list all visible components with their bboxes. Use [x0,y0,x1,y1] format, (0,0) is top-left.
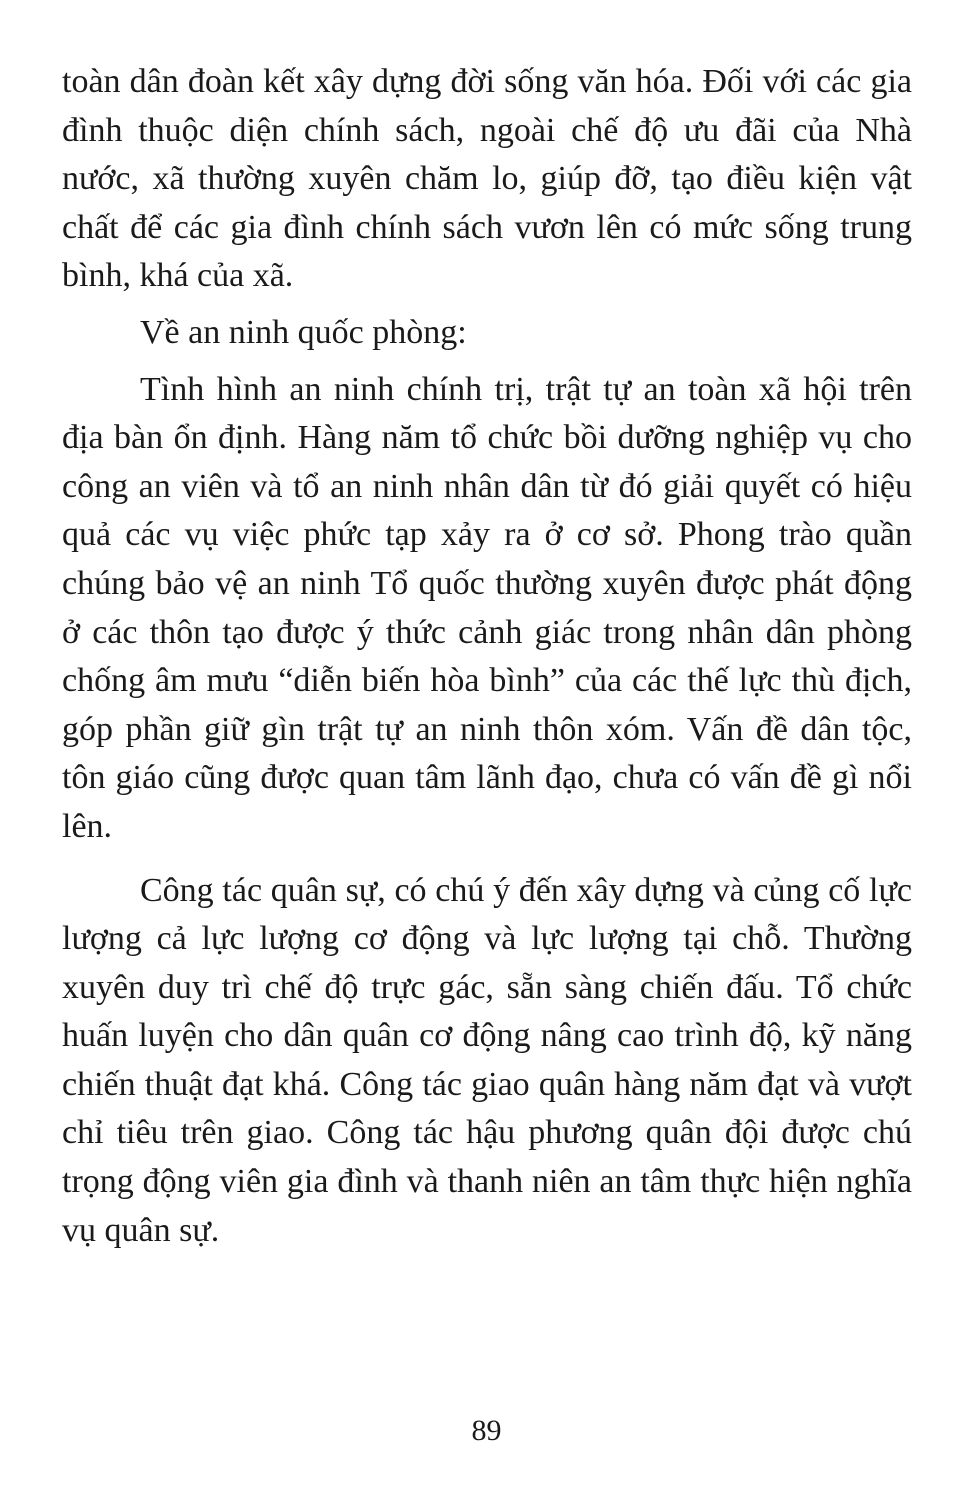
page-number: 89 [471,1414,502,1447]
paragraph-heading-security-defense: Về an ninh quốc phòng: [140,313,467,351]
paragraph-continuation: toàn dân đoàn kết xây dựng đời sống văn hóa. Đối với các gia đình thuộc diện chính sách, ngoài chế độ ưu đãi của Nhà nước, xã thường xuyên chăm lo, giúp đỡ, tạo điều kiện vật chất để các gia đình chính sách vươn lên có mức sống trung bình, khá của xã. [62,63,912,295]
page-body [62,58,912,1255]
paragraph-military-affairs: Công tác quân sự, có chú ý đến xây dựng và củng cố lực lượng cả lực lượng cơ động và lực lượng tại chỗ. Thường xuyên duy trì chế độ trực gác, sẵn sàng chiến đấu. Tổ chức huấn luyện cho dân quân cơ động nâng cao trình độ, kỹ năng chiến thuật đạt khá. Công tác giao quân hàng năm đạt và vượt chỉ tiêu trên giao. Công tác hậu phương quân đội được chú trọng động viên gia đình và thanh niên an tâm thực hiện nghĩa vụ quân sự. [62,871,912,1249]
paragraph-political-security: Tình hình an ninh chính trị, trật tự an toàn xã hội trên địa bàn ổn định. Hàng năm tổ chức bồi dưỡng nghiệp vụ cho công an viên và tổ an ninh nhân dân từ đó giải quyết có hiệu quả các vụ việc phức tạp xảy ra ở cơ sở. Phong trào quần chúng bảo vệ an ninh Tổ quốc thường xuyên được phát động ở các thôn tạo được ý thức cảnh giác trong nhân dân phòng chống âm mưu “diễn biến hòa bình” của các thế lực thù địch, góp phần giữ gìn trật tự an ninh thôn xóm. Vấn đề dân tộc, tôn giáo cũng được quan tâm lãnh đạo, chưa có vấn đề gì nổi lên. [62,370,912,845]
